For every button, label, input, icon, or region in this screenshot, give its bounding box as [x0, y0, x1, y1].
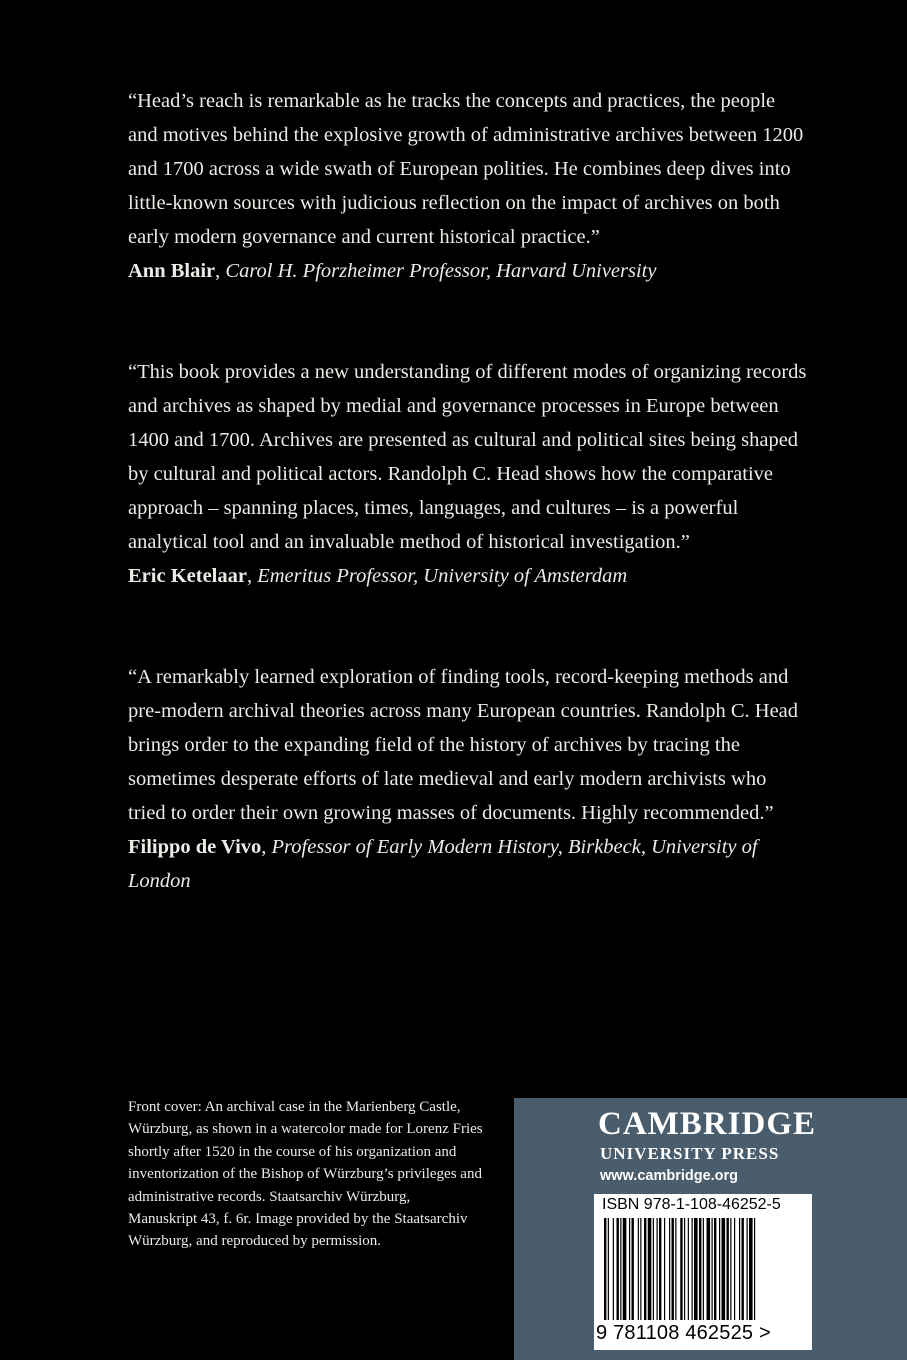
barcode-bar [707, 1218, 711, 1320]
review-blurb-1 [128, 84, 808, 288]
barcode-bar [669, 1218, 670, 1320]
barcode-bar [620, 1218, 621, 1320]
barcode-bar [712, 1218, 713, 1320]
blurb-quote: “This book provides a new understanding of different modes of organizing records and archives as shaped by medial and governance processes in Europe between 1400 and 1700. Archives are presented as cultural and political sites being shaped by cultural and political actors. Randolph C. Head shows how the comparative approach – spanning places, times, languages, and cultures – is a powerful analytical tool and an invaluable method of historical investigation.” [128, 361, 807, 553]
barcode-bar [730, 1218, 731, 1320]
barcode-bar [734, 1218, 735, 1320]
barcode-bar [680, 1218, 682, 1320]
publisher-panel [514, 1098, 907, 1360]
barcode-bar [714, 1218, 716, 1320]
barcode-bar [719, 1218, 720, 1320]
barcode-bar [638, 1218, 639, 1320]
barcode-bar [672, 1218, 674, 1320]
barcode-bar [664, 1218, 665, 1320]
barcode-bar [617, 1218, 619, 1320]
blurb-quote: “Head’s reach is remarkable as he tracks the concepts and practices, the people and motives behind the explosive growth of administrative archives between 1200 and 1700 across a wide swath of European polities. He combines deep dives into little-known sources with judicious reflection on the impact of archives on both early modern governance and current historical practice.” [128, 90, 804, 248]
barcode-bar [629, 1218, 630, 1320]
barcode-bar [749, 1218, 753, 1320]
barcode-bar [694, 1218, 698, 1320]
review-blurb-2 [128, 355, 808, 593]
blurb-affiliation: Emeritus Professor, University of Amsterdam [257, 565, 628, 587]
barcode-bar [608, 1218, 609, 1320]
barcode-bar [739, 1218, 740, 1320]
barcode-bar [688, 1218, 689, 1320]
cover-caption: Front cover: An archival case in the Marienberg Castle, Würzburg, as shown in a watercolor made for Lorenz Fries shortly after 1520 in the course of his organization and inventorization of the Bishop of Würzburg’s privileges and administrative records. Staatsarchiv Würzburg, Manuskript 43, f. 6r. Image provided by the Staatsarchiv Würzburg, and reproduced by permission. [128, 1099, 483, 1250]
barcode-bar [692, 1218, 693, 1320]
barcode-bars [600, 1218, 806, 1322]
barcode-box [594, 1194, 812, 1350]
barcode-bar [640, 1218, 641, 1320]
blurb-affiliation: Carol H. Pforzheimer Professor, Harvard University [225, 260, 657, 282]
barcode-bar [747, 1218, 748, 1320]
isbn-label: ISBN 978-1-108-46252-5 [602, 1196, 781, 1213]
barcode-digits: 9 781108 462525 > [596, 1322, 771, 1344]
blurb-author: Ann Blair [128, 260, 216, 282]
barcode-bar [754, 1218, 755, 1320]
barcode-bar [623, 1218, 627, 1320]
publisher-url: www.cambridge.org [600, 1168, 739, 1184]
barcode-bar [727, 1218, 729, 1320]
barcode-bar [644, 1218, 646, 1320]
barcode-bar [722, 1218, 726, 1320]
blurb-attribution: Filippo de Vivo, Professor of Early Modern History, Birkbeck, University of London [128, 836, 758, 892]
barcode-bar [703, 1218, 704, 1320]
barcode-bar [675, 1218, 676, 1320]
barcode-bar [699, 1218, 701, 1320]
barcode-bar [632, 1218, 634, 1320]
barcode-bar [742, 1218, 744, 1320]
publisher-name: CAMBRIDGE [598, 1106, 817, 1142]
publisher-subname: UNIVERSITY PRESS [600, 1144, 780, 1163]
blurb-attribution: Eric Ketelaar, Emeritus Professor, University of Amsterdam [128, 565, 628, 587]
barcode-bar [653, 1218, 654, 1320]
blurb-author: Eric Ketelaar [128, 565, 247, 587]
barcode-bar [613, 1218, 614, 1320]
barcode-bar [684, 1218, 685, 1320]
review-blurb-3 [128, 660, 808, 898]
barcode-bar [659, 1218, 661, 1320]
blurb-quote: “A remarkably learned exploration of finding tools, record-keeping methods and pre-modern archival theories across many European countries. Randolph C. Head brings order to the expanding field of the history of archives by tracing the sometimes desperate efforts of late medieval and early modern archivists who tried to order their own growing masses of documents. Highly recommended.” [128, 666, 799, 824]
blurb-author: Filippo de Vivo [128, 836, 262, 858]
barcode-bar [648, 1218, 652, 1320]
barcode-bar [657, 1218, 658, 1320]
barcode-bar [604, 1218, 606, 1320]
blurb-affiliation: Professor of Early Modern History, Birkbeck, University of London [128, 836, 758, 892]
blurb-attribution: Ann Blair, Carol H. Pforzheimer Professor, Harvard University [128, 260, 657, 282]
